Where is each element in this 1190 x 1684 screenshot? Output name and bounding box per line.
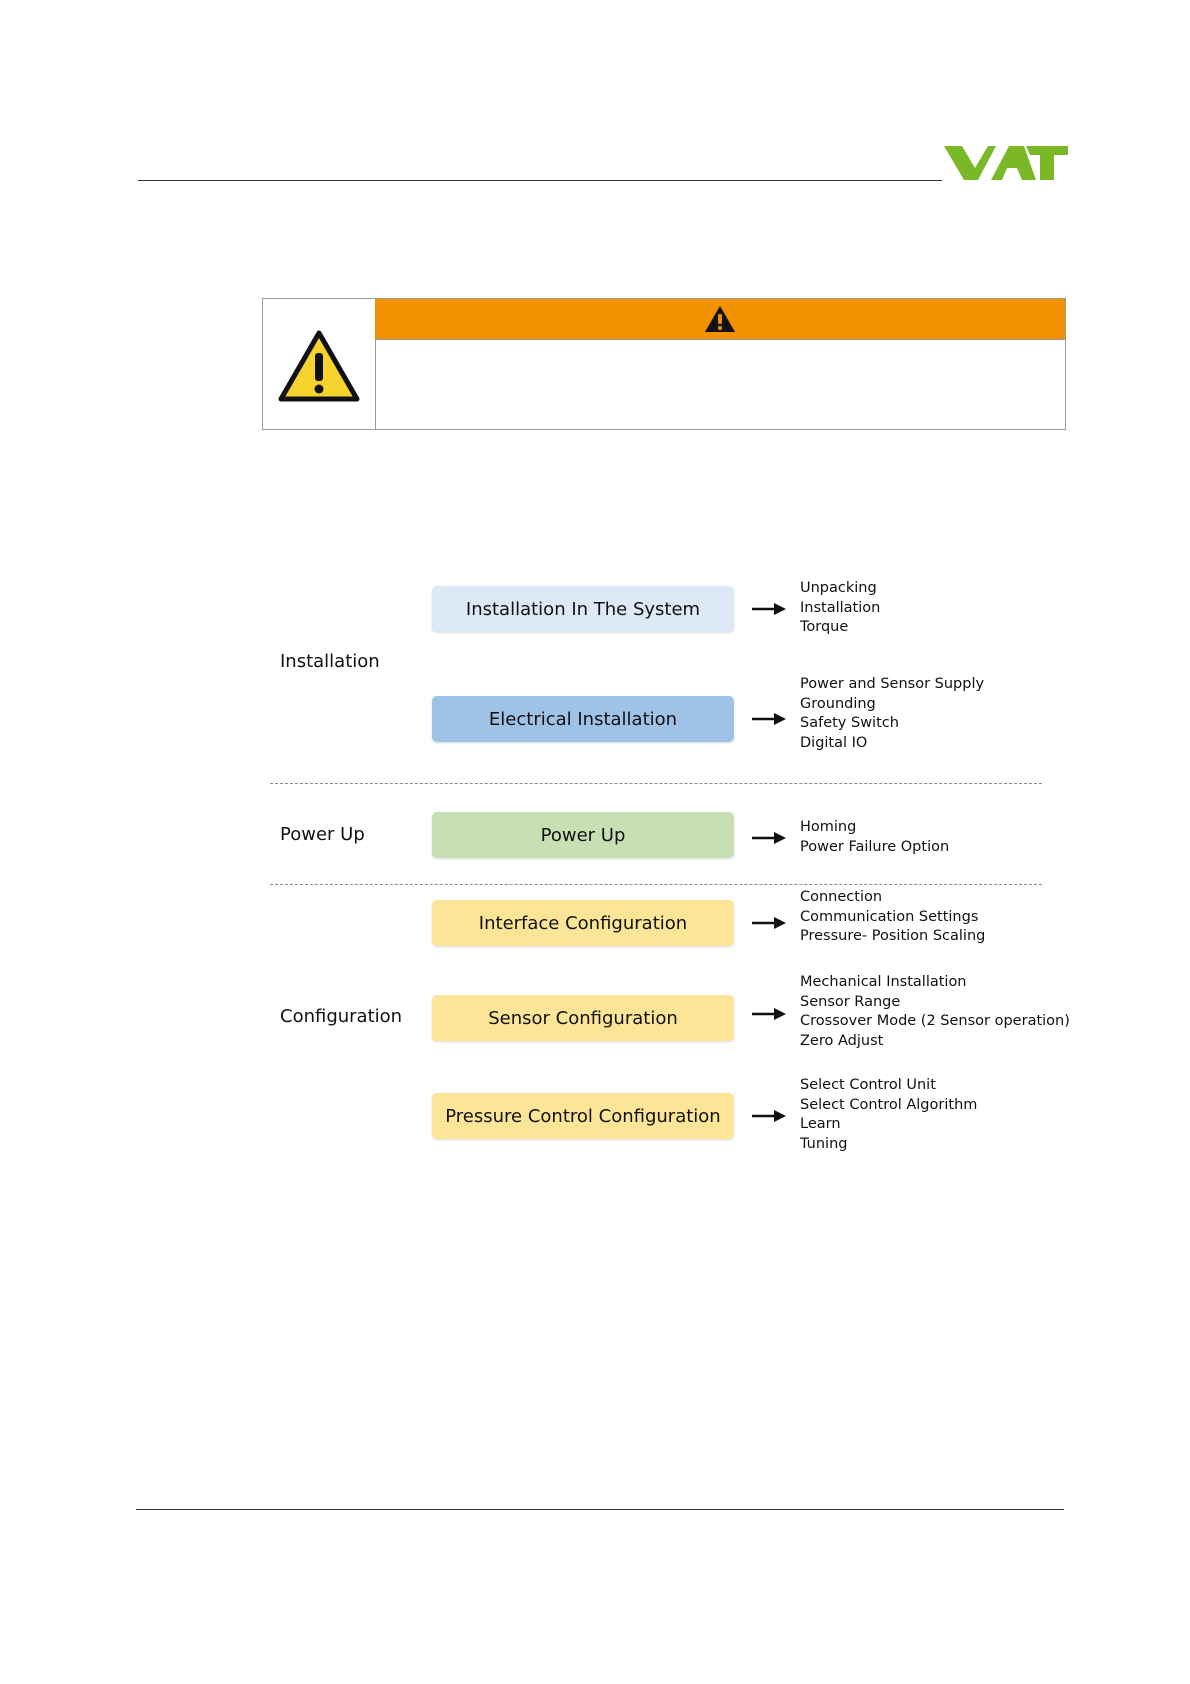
arrow-right-icon	[752, 1110, 786, 1122]
arrow-right-icon	[752, 713, 786, 725]
warning-triangle-icon	[277, 329, 361, 405]
detail-item: Communication Settings	[800, 908, 979, 925]
detail-item: Sensor Range	[800, 993, 901, 1010]
detail-item: Connection	[800, 889, 883, 905]
detail-item: Homing	[800, 819, 857, 835]
detail-item: Torque	[800, 619, 849, 635]
detail-item: Digital IO	[800, 734, 868, 751]
step-box: Electrical Installation	[432, 696, 734, 742]
detail-item: Installation	[800, 599, 881, 616]
step-box: Installation In The System	[432, 586, 734, 632]
arrow-right-icon	[752, 1008, 786, 1020]
arrow-right-icon	[752, 832, 786, 844]
warning-box	[262, 298, 1066, 430]
warning-header-bar	[375, 299, 1065, 340]
detail-item: Mechanical Installation	[800, 974, 967, 990]
detail-item: Pressure- Position Scaling	[800, 928, 986, 944]
step-box: Interface Configuration	[432, 900, 734, 946]
warning-sign-icon	[703, 304, 737, 334]
phase-divider	[270, 783, 1042, 784]
step-details	[800, 973, 1070, 1051]
detail-item: Unpacking	[800, 580, 877, 596]
vat-logo	[944, 146, 1068, 180]
warning-icon-cell	[263, 299, 376, 429]
step-box: Pressure Control Configuration	[432, 1093, 734, 1139]
step-details	[800, 1076, 977, 1154]
detail-item: Safety Switch	[800, 715, 899, 731]
detail-item: Power Failure Option	[800, 838, 950, 855]
phase-label-configuration: Configuration	[280, 1006, 403, 1027]
phase-divider	[270, 884, 1042, 885]
detail-item: Crossover Mode (2 Sensor operation)	[800, 1013, 1070, 1029]
step-box: Sensor Configuration	[432, 995, 734, 1041]
step-box: Power Up	[432, 812, 734, 858]
detail-item: Grounding	[800, 695, 876, 712]
phase-label-installation: Installation	[280, 651, 380, 672]
step-details	[800, 579, 880, 638]
footer-rule	[136, 1509, 1064, 1510]
step-details	[800, 675, 984, 753]
detail-item: Tuning	[800, 1135, 848, 1152]
step-details	[800, 888, 985, 947]
step-details	[800, 818, 949, 857]
arrow-right-icon	[752, 603, 786, 615]
warning-body	[375, 340, 1065, 429]
arrow-right-icon	[752, 917, 786, 929]
detail-item: Zero Adjust	[800, 1032, 884, 1049]
detail-item: Power and Sensor Supply	[800, 676, 985, 692]
detail-item: Learn	[800, 1116, 841, 1132]
phase-label-power-up: Power Up	[280, 824, 365, 845]
header-rule	[138, 180, 942, 181]
detail-item: Select Control Unit	[800, 1077, 936, 1093]
detail-item: Select Control Algorithm	[800, 1096, 978, 1113]
